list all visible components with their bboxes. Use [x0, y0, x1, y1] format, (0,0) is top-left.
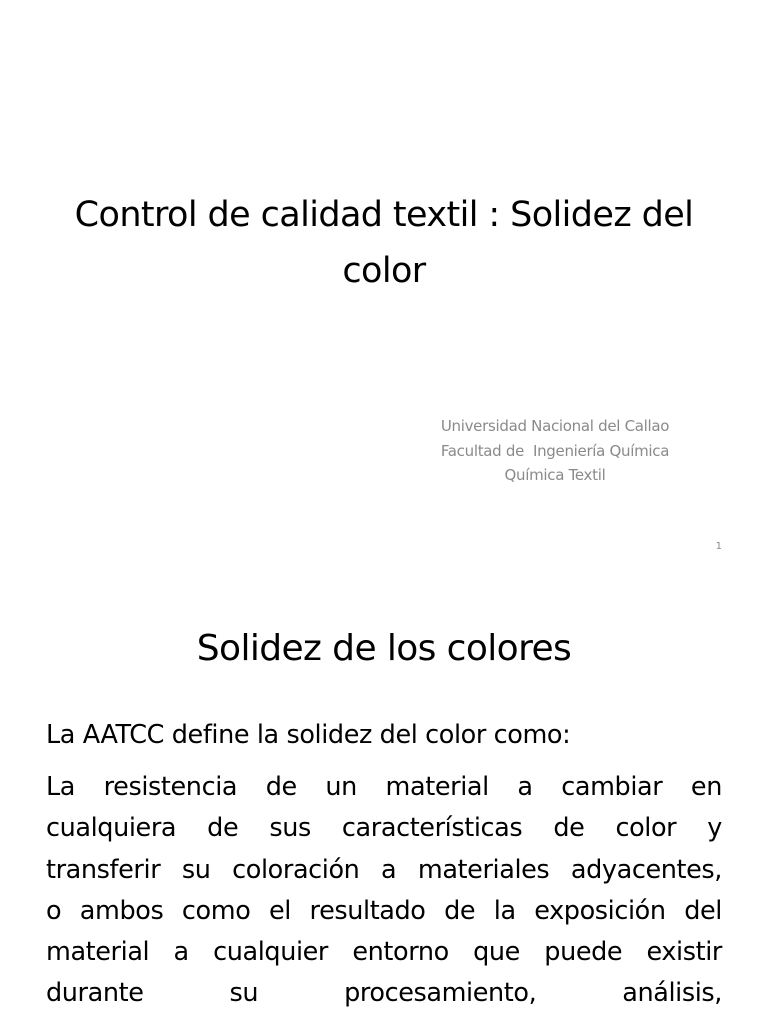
subtitle-line-program: Química Textil — [504, 466, 606, 484]
paragraph-line: cualquiera de sus características de color y — [46, 813, 722, 844]
paragraph-line: La resistencia de un material a cambiar en — [46, 772, 722, 802]
slide-subtitle — [400, 414, 710, 488]
slide-title: Control de calidad textil : Solidez del color — [74, 195, 694, 291]
subtitle-line-university: Universidad Nacional del Callao — [440, 417, 670, 435]
paragraph-line: durante su procesamiento, análisis, — [46, 978, 722, 1009]
paragraph-line: material a cualquier entorno que puede existir — [46, 937, 722, 968]
intro-text: La AATCC define la solidez del color como: — [46, 720, 571, 750]
slide-title: Solidez de los colores — [196, 628, 572, 669]
slide-2 — [0, 576, 768, 1024]
paragraph-line: transferir su coloración a materiales adyacentes, — [46, 854, 722, 885]
paragraph-line: o ambos como el resultado de la exposición del — [46, 895, 722, 926]
subtitle-line-faculty: Facultad de Ingeniería Química — [440, 441, 670, 460]
page-number: 1 — [715, 541, 722, 552]
definition-paragraph — [46, 767, 722, 1015]
